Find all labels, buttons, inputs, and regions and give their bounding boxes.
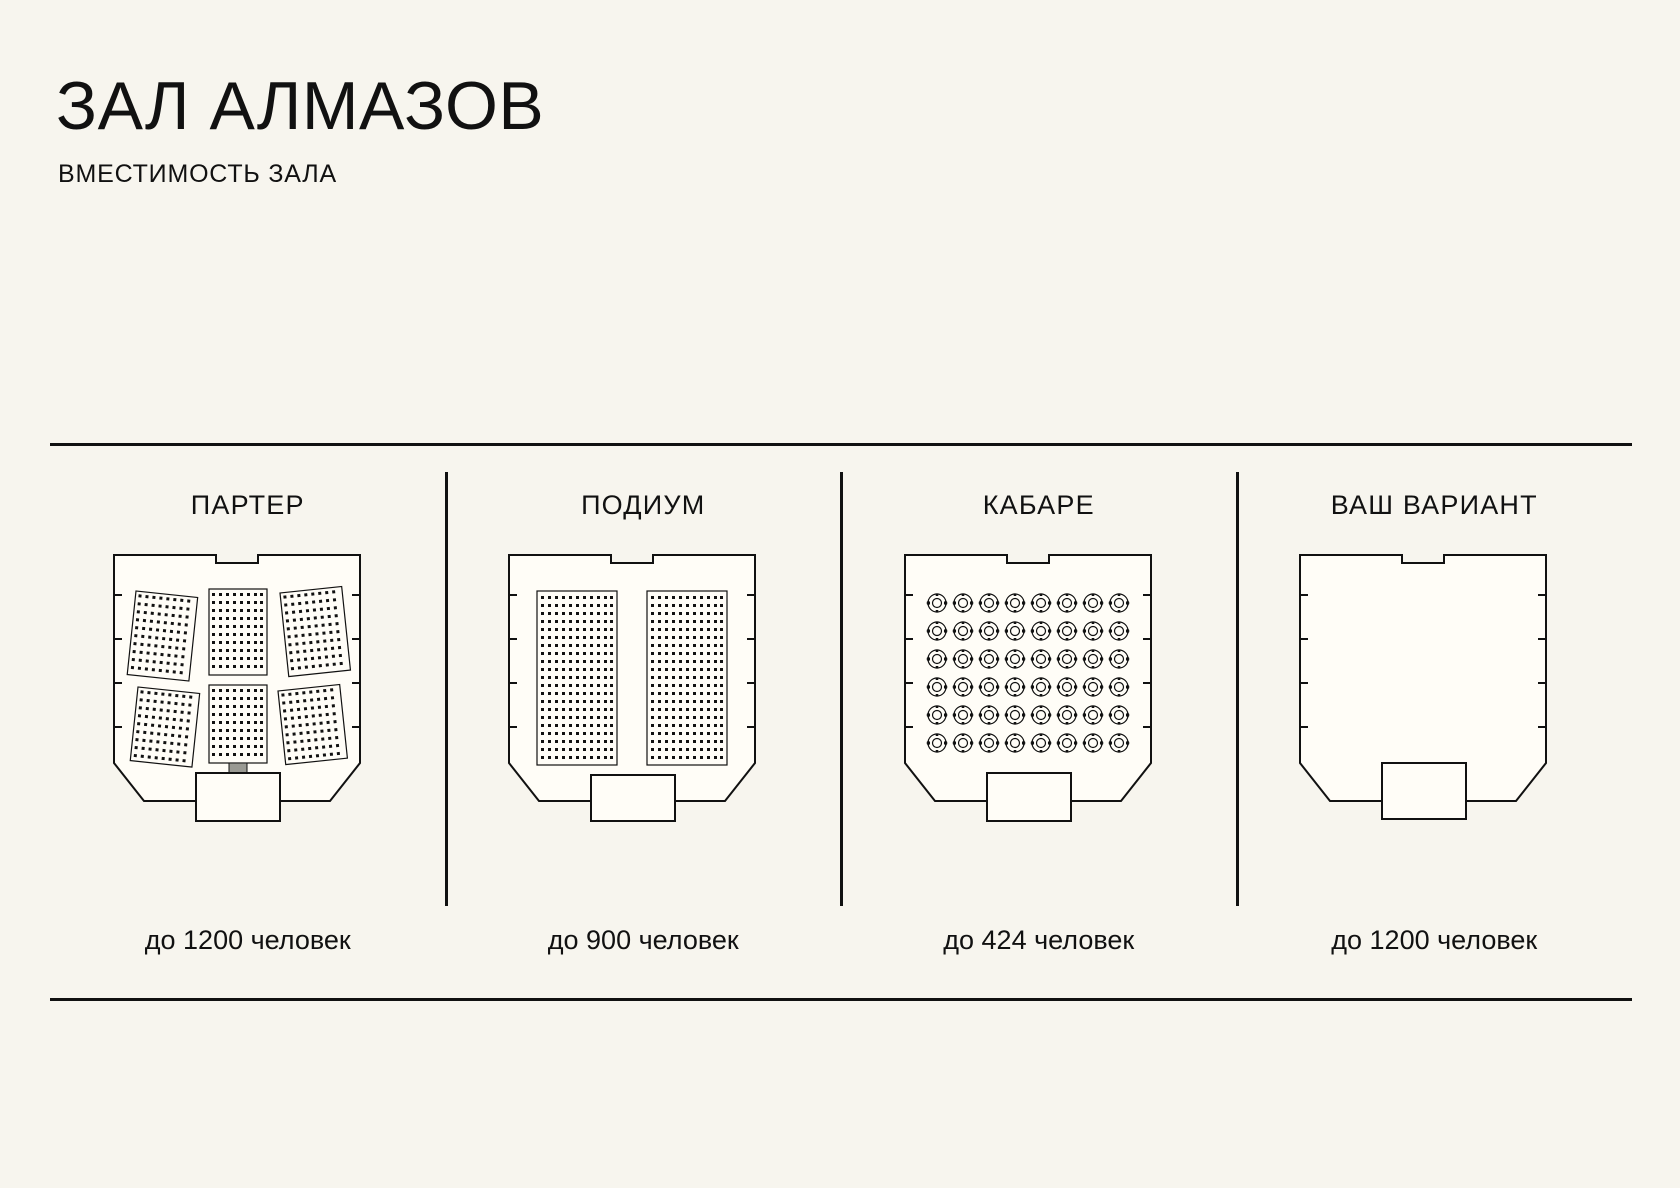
stage [1382,763,1466,819]
stage [591,775,675,821]
capacity-label: до 1200 человек [1331,925,1538,955]
hall-outline [509,555,755,801]
sound-console [229,763,247,773]
hall-outline [905,555,1151,801]
capacity-label: до 1200 человек [144,925,351,955]
layout-option-custom [1237,446,1633,998]
layout-title: ПОДИУМ [581,490,706,520]
page-title: ЗАЛ АЛМАЗОВ [56,68,545,144]
header [56,70,544,188]
layout-title: КАБАРЕ [982,490,1095,520]
floorplan-parter [108,547,388,847]
parter-plan-svg [108,547,388,847]
layout-columns [50,446,1632,998]
stage [987,773,1071,821]
cabaret-plan-svg [899,547,1179,847]
page-subtitle: ВМЕСТИМОСТЬ ЗАЛА [58,160,337,188]
capacity-label: до 900 человек [547,925,739,955]
floorplan-podium [503,547,783,847]
custom-plan-svg [1294,547,1574,847]
capacity-label: до 424 человек [943,925,1135,955]
stage [196,773,280,821]
layout-option-podium [446,446,842,998]
divider-bottom [50,998,1632,1001]
layout-title: ВАШ ВАРИАНТ [1330,490,1538,520]
podium-plan-svg [503,547,783,847]
floorplan-custom [1294,547,1574,847]
layout-title: ПАРТЕР [190,490,305,520]
floorplan-cabaret [899,547,1179,847]
layout-option-cabaret [841,446,1237,998]
layout-option-parter [50,446,446,998]
